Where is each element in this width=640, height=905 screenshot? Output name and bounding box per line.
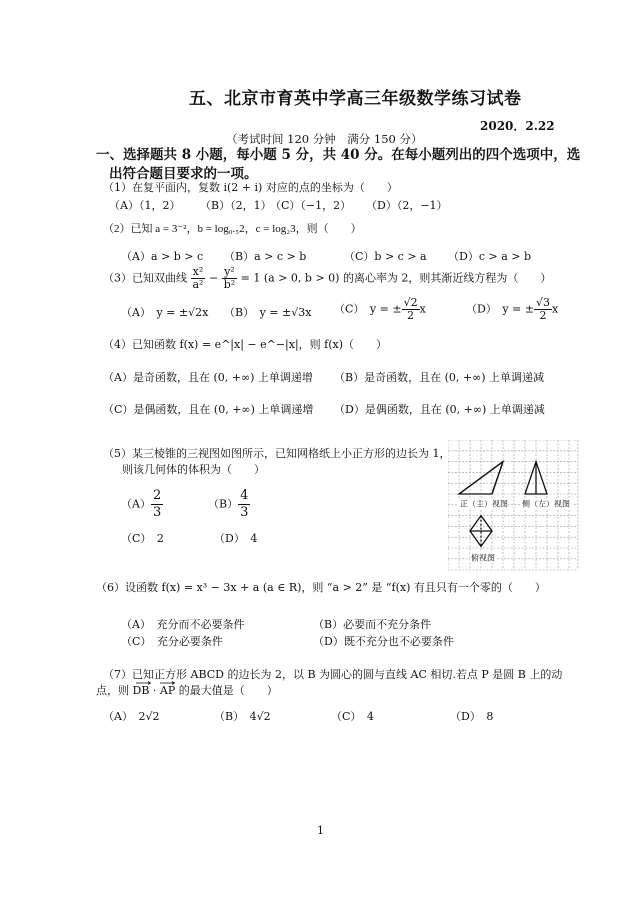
option-fraction (534, 297, 552, 322)
option-fraction (151, 488, 163, 521)
question-3-stem (103, 266, 551, 291)
question-6-option-a: （A） 充分而不必要条件 (121, 618, 245, 631)
question-3-fraction-y (222, 266, 237, 291)
question-2-option-b: （B）a > c > b (224, 250, 307, 263)
question-2-option-c: （C）b > c > a (344, 250, 427, 263)
fraction-denominator: 3 (152, 505, 162, 520)
option-prefix: （C） y = ± (334, 302, 402, 316)
option-fraction (238, 488, 250, 521)
question-4-option-a: （A）是奇函数，且在 (0, +∞) 上单调递增 (103, 371, 313, 384)
fraction-denominator: 3 (240, 505, 249, 520)
minus-sign: − (208, 271, 219, 285)
option-label: （A） (121, 497, 151, 511)
question-5-option-c: （C） 2 (121, 532, 164, 545)
question-7-option-b: （B） 4√2 (214, 710, 271, 723)
exam-note: （考试时间 120 分钟 满分 150 分） (226, 132, 423, 146)
top-view-label: 俯视图 (471, 553, 495, 563)
fraction-numerator: x² (191, 266, 206, 279)
fraction-numerator: √2 (403, 296, 418, 309)
question-2-stem: （2）已知 a = 3⁻²，b = log₀.₅2，c = log₂3，则（ ） (103, 223, 362, 235)
page-title: 五、北京市育英中学高三年级数学练习试卷 (189, 89, 522, 109)
question-4-option-b: （B）是奇函数，且在 (0, +∞) 上单调递减 (334, 371, 545, 384)
question-4-option-d: （D）是偶函数，且在 (0, +∞) 上单调递减 (334, 403, 545, 416)
question-7-stem-line2: 点，则 DB · AP 的最大值是（ ） (96, 684, 278, 697)
question-3-option-c (334, 297, 426, 322)
question-1-option-a: （A）（1，2） (109, 199, 181, 212)
fraction-numerator: 2 (152, 488, 162, 503)
option-fraction (402, 297, 420, 322)
option-suffix: x (419, 302, 426, 316)
section-heading-line1: 一、选择题共 8 小题，每小题 5 分，共 40 分。在每小题列出的四个选项中，选 (96, 147, 581, 163)
question-5-option-a (121, 488, 163, 521)
question-5-stem-line1: （5）某三棱锥的三视图如图所示，已知网格纸上小正方形的边长为 1， (103, 447, 451, 460)
question-1-stem: （1）在复平面内，复数 i(2 + i) 对应的点的坐标为（ ） (103, 181, 398, 194)
vector-arrows (134, 680, 182, 686)
exam-date: 2020．2.22 (480, 119, 555, 133)
three-view-figure (448, 440, 580, 580)
question-6-option-c: （C） 充分必要条件 (121, 635, 223, 648)
fraction-denominator: b² (223, 278, 236, 291)
question-7-option-c: （C） 4 (331, 710, 374, 723)
question-2-option-a: （A）a > b > c (121, 250, 204, 263)
front-view-label: 正（主）视图 (460, 499, 508, 509)
fraction-numerator: √3 (535, 296, 550, 309)
section-heading-line2: 出符合题目要求的一项。 (109, 166, 258, 182)
question-3-option-b: （B） y = ±√3x (224, 306, 312, 319)
question-6-option-d: （D）既不充分也不必要条件 (313, 635, 454, 648)
question-1-option-c: （C）（−1，2） (270, 199, 352, 212)
question-7-option-d: （D） 8 (450, 710, 494, 723)
question-5-stem-line2: 则该几何体的体积为（ ） (122, 463, 265, 476)
fraction-denominator: 2 (539, 309, 547, 322)
option-prefix: （D） y = ± (466, 302, 534, 316)
question-7-stem-line1: （7）已知正方形 ABCD 的边长为 2，以 B 为圆心的圆与直线 AC 相切.若点 P 是圆 B 上的动 (103, 668, 563, 681)
question-3-stem-suffix: = 1 (a > 0, b > 0) 的离心率为 2，则其渐近线方程为（ ） (240, 271, 552, 285)
question-4-option-c: （C）是偶函数，且在 (0, +∞) 上单调递增 (103, 403, 314, 416)
side-view (525, 462, 547, 494)
fraction-denominator: 2 (407, 309, 415, 322)
question-6-stem: （6）设函数 f(x) = x³ − 3x + a (a ∈ R)，则 “a > 2” 是 “f(x) 有且只有一个零的（ ） (96, 581, 546, 594)
side-view-label: 侧（左）视图 (522, 499, 570, 509)
question-3-option-a: （A） y = ±√2x (121, 306, 209, 319)
question-7-option-a: （A） 2√2 (103, 710, 160, 723)
question-5-option-b (208, 488, 250, 521)
option-label: （B） (208, 497, 239, 511)
page-number: 1 (317, 824, 324, 837)
question-1-option-d: （D）（2，−1） (366, 199, 448, 212)
question-1-option-b: （B）（2，1） (200, 199, 272, 212)
option-suffix: x (551, 302, 559, 316)
question-3-option-d (466, 297, 558, 322)
fraction-denominator: a² (192, 278, 204, 291)
question-2-option-d: （D）c > a > b (448, 250, 531, 263)
question-3-fraction-x (191, 266, 206, 291)
fraction-numerator: y² (222, 266, 237, 279)
question-4-stem: （4）已知函数 f(x) = e^|x| − e^−|x|，则 f(x)（ ） (103, 338, 388, 351)
question-6-option-b: （B）必要而不充分条件 (313, 618, 432, 631)
question-5-option-d: （D） 4 (214, 532, 258, 545)
fraction-numerator: 4 (240, 488, 249, 503)
question-3-stem-prefix: （3）已知双曲线 (103, 271, 187, 285)
